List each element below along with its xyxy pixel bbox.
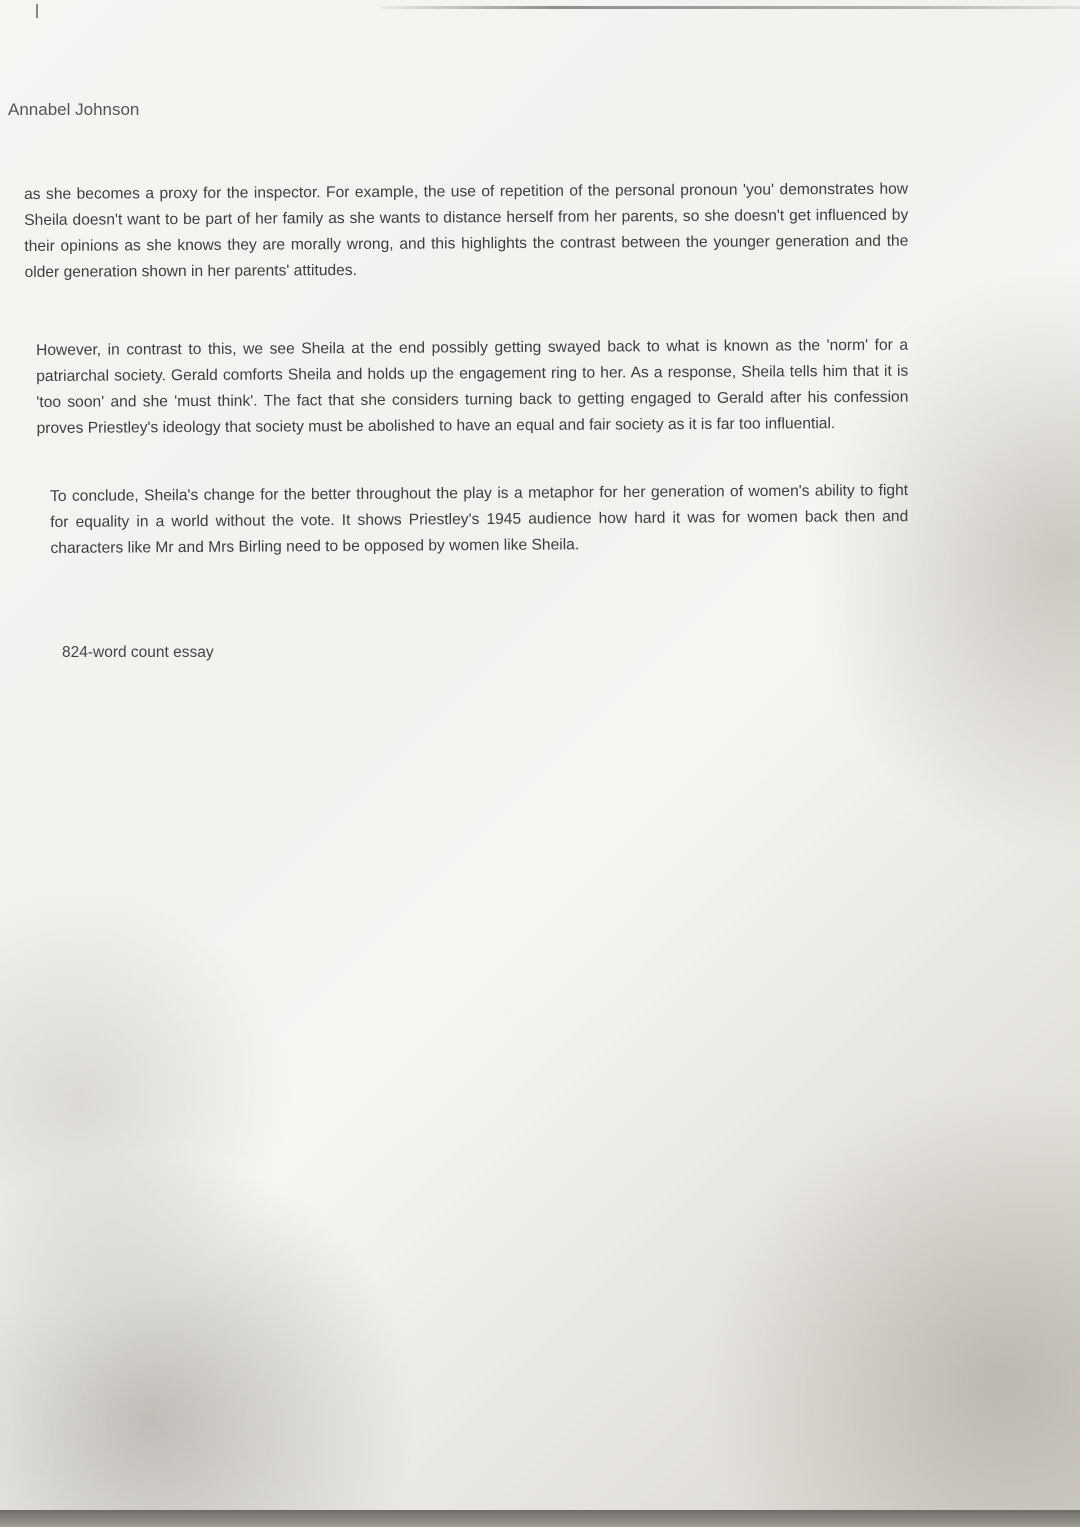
paragraph-3: To conclude, Sheila's change for the better throughout the play is a metaphor for her generation of women's ability to fight for equality in a world without the vote. It shows Priestley's 1945 audience how hard it was for women back then and characters like Mr and Mrs Birling need to be opposed by women like Sheila. [50, 482, 909, 557]
paragraph-2: However, in contrast to this, we see Sheila at the end possibly getting swayed back to what is known as the 'norm' for a patriarchal society. Gerald comforts Sheila and holds up the engagement ring to her. As a response, Sheila tells him that it is 'too soon' and she 'must think'. The fact that she considers turning back to getting engaged to Gerald after his confession proves Priestley's ideology that society must be abolished to have an equal and fair society as it is far too influential. [36, 336, 909, 437]
word-count-note: 824-word count essay [62, 644, 214, 661]
paragraph-1: as she becomes a proxy for the inspector. For example, the use of repetition of the personal pronoun 'you' demonstrates how Sheila doesn't want to be part of her family as she wants to distance herself from her parents, so she doesn't get influenced by their opinions as she knows they are morally wrong, and this highlights the contrast between the younger generation and the older generation shown in her parents' attitudes. [24, 180, 909, 281]
author-name: Annabel Johnson [8, 100, 140, 119]
corner-mark [36, 4, 38, 18]
top-edge-shadow [380, 6, 1080, 9]
bottom-edge [0, 1510, 1080, 1527]
